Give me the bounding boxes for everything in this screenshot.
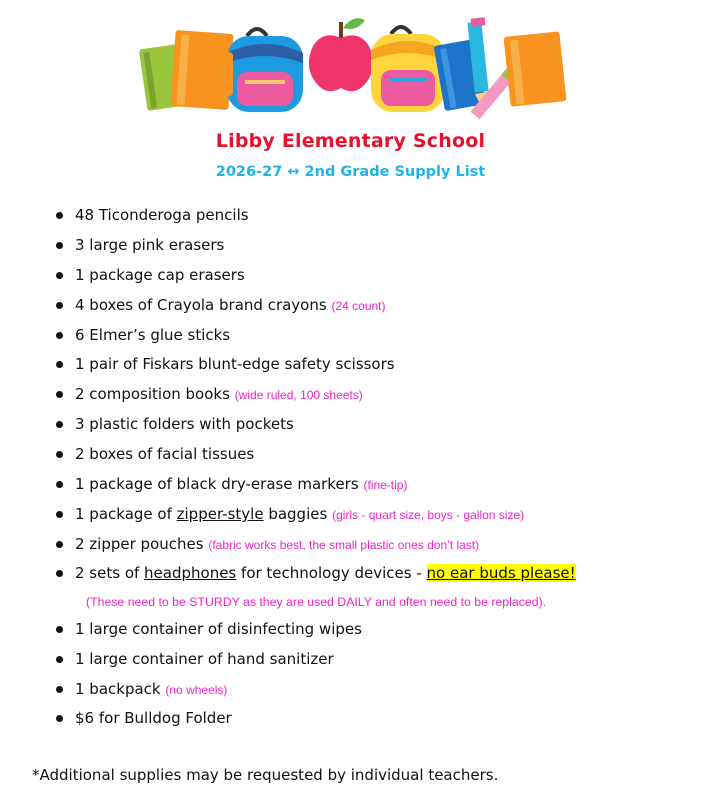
supply-item-note: (fabric works best, the small plastic ones don’t last) [208, 538, 480, 552]
supply-item [56, 414, 294, 434]
bullet-icon [56, 391, 63, 398]
headphones-note: (These need to be STURDY as they are used DAILY and often need to be replaced). [86, 595, 547, 609]
supply-item [56, 235, 225, 255]
blue-backpack-icon [223, 29, 303, 112]
supply-item-note: (wide ruled, 100 sheets) [234, 388, 363, 402]
supply-item-label: 4 boxes of Crayola brand crayons [75, 296, 327, 314]
bullet-icon [56, 715, 63, 722]
supply-item [56, 384, 363, 405]
supply-item-label: 1 package cap erasers [75, 266, 245, 284]
supply-item-label: 1 backpack [75, 680, 161, 698]
supply-item-label: 1 large container of hand sanitizer [75, 650, 334, 668]
supply-item-label: 1 pair of Fiskars blunt-edge safety scissors [75, 355, 395, 373]
supply-item [56, 474, 408, 495]
supply-item-label: 3 large pink erasers [75, 236, 225, 254]
supply-list-title: 2026-27 ↔ 2nd Grade Supply List [215, 164, 486, 180]
supply-item-label: 1 package of black dry-erase markers [75, 475, 359, 493]
supply-item [56, 534, 480, 555]
supply-item [56, 295, 386, 316]
bullet-icon [56, 242, 63, 249]
supply-item-label: 3 plastic folders with pockets [75, 415, 294, 433]
supply-item [56, 265, 245, 285]
apple-icon [309, 18, 373, 91]
supply-item-note: (24 count) [331, 299, 386, 313]
supply-item [56, 205, 249, 225]
supply-item [56, 563, 576, 583]
bullet-icon [56, 451, 63, 458]
supply-item [56, 444, 255, 464]
bullet-icon [56, 541, 63, 548]
supply-item [56, 354, 395, 374]
footer-note: *Additional supplies may be requested by individual teachers. [32, 766, 499, 784]
bullet-icon [56, 361, 63, 368]
orange-book-right-icon [503, 31, 566, 106]
bullet-icon [56, 686, 63, 693]
bullet-icon [56, 511, 63, 518]
highlighted-text: no ear buds please! [426, 564, 576, 582]
underlined-text: headphones [144, 564, 237, 582]
bullet-icon [56, 656, 63, 663]
supply-item-label: baggies [263, 505, 328, 523]
supply-item-label: 2 composition books [75, 385, 230, 403]
bullet-icon [56, 481, 63, 488]
school-name: Libby Elementary School [215, 130, 486, 152]
bullet-icon [56, 332, 63, 339]
bullet-icon [56, 570, 63, 577]
bullet-icon [56, 212, 63, 219]
supply-item-label: $6 for Bulldog Folder [75, 709, 232, 727]
supply-item-note: (girls - quart size, boys - gallon size) [332, 508, 525, 522]
supply-item-label: 48 Ticonderoga pencils [75, 206, 249, 224]
supply-item-label: 2 zipper pouches [75, 535, 204, 553]
supply-item-label: for technology devices - [236, 564, 427, 582]
supply-item [56, 504, 525, 525]
underlined-text: zipper-style [176, 505, 264, 523]
bullet-icon [56, 421, 63, 428]
bullet-icon [56, 302, 63, 309]
bullet-icon [56, 272, 63, 279]
supply-item [56, 679, 228, 700]
supply-item-label: 6 Elmer’s glue sticks [75, 326, 231, 344]
supply-item [56, 649, 334, 669]
supply-item-label: 1 large container of disinfecting wipes [75, 620, 362, 638]
bullet-icon [56, 626, 63, 633]
supply-item [56, 619, 362, 639]
supply-item-label: 2 sets of [75, 564, 145, 582]
supply-item [56, 708, 232, 728]
supply-item-label: 2 boxes of facial tissues [75, 445, 255, 463]
supply-item-note: (no wheels) [165, 683, 228, 697]
yellow-backpack-icon [371, 27, 445, 112]
supply-item [56, 325, 231, 345]
supply-item-label: 1 package of [75, 505, 177, 523]
supply-item-note: (fine-tip) [363, 478, 408, 492]
school-supplies-banner [135, 8, 575, 120]
